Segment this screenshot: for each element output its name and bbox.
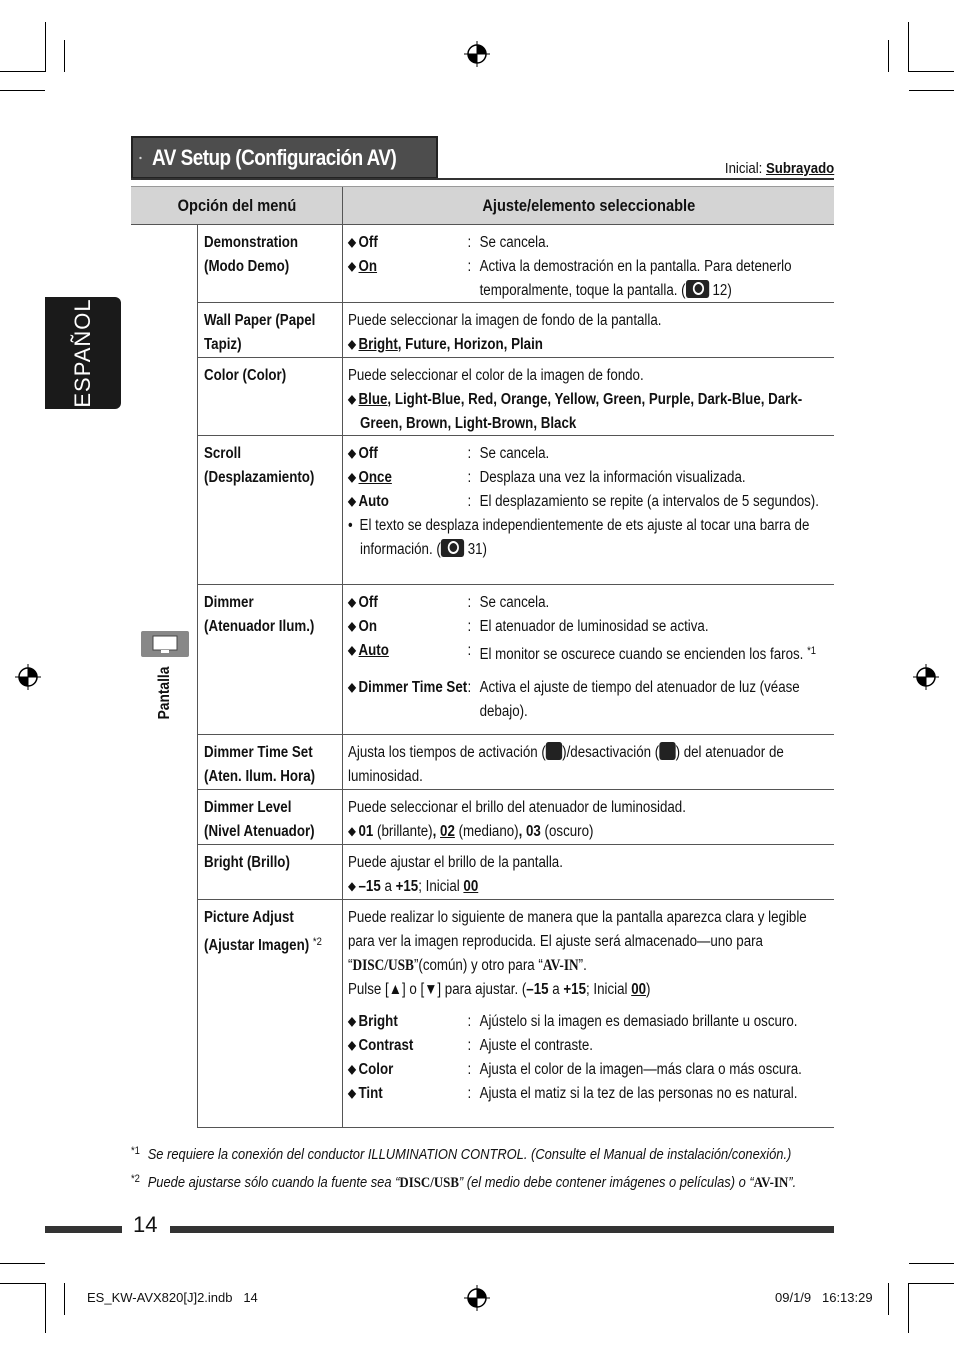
table-row xyxy=(198,303,834,358)
setting-value: Contrast xyxy=(358,1037,414,1054)
setting-cell: ◆ Off : Se cancela. ◆ On : Activa la demostración en la pantalla. Para detenerlo temporalmente, toque la pantalla. ( 12) xyxy=(343,225,834,302)
page-reference: 31) xyxy=(467,541,487,558)
setting-desc: Ajústelo si la imagen es demasiado brillante u oscuro. xyxy=(479,1013,798,1030)
footnote-marker: *1 xyxy=(807,645,817,657)
range-min: –15 xyxy=(526,981,549,998)
option-name: Dimmer xyxy=(204,594,254,611)
setting-value-list: , Future, Horizon, Plain xyxy=(397,336,543,353)
setting-desc: (brillante) xyxy=(373,823,433,840)
crop-mark xyxy=(0,1263,45,1264)
option-name: Picture Adjust xyxy=(204,909,294,926)
table-row xyxy=(198,358,834,436)
setting-value: 01 xyxy=(358,823,374,840)
gear-icon xyxy=(139,141,142,175)
up-arrow-icon: ▲ xyxy=(388,981,402,998)
crop-mark xyxy=(0,1283,45,1284)
setting-desc: Puede ajustar el brillo de la pantalla. xyxy=(348,854,563,871)
setting-desc: ) xyxy=(646,981,651,998)
setting-desc: Se cancela. xyxy=(479,445,550,462)
print-slug-file: ES_KW-AVX820[J]2.indb 14 xyxy=(87,1290,258,1305)
page-reference: 12) xyxy=(712,282,732,299)
language-tab-label: ESPAÑOL xyxy=(70,298,95,408)
column-header xyxy=(131,187,343,224)
option-name: Wall Paper (Papel xyxy=(204,312,316,329)
footer-rule xyxy=(45,1226,122,1233)
footnote xyxy=(131,1139,792,1167)
crop-mark xyxy=(908,22,909,72)
footnotes xyxy=(131,1139,851,1195)
setting-desc: ] para ajustar. ( xyxy=(437,981,527,998)
setting-desc: Puede seleccionar el color de la imagen de fondo. xyxy=(348,367,644,384)
option-name: (Atenuador Ilum.) xyxy=(204,618,315,635)
table-body xyxy=(131,225,834,1128)
option-name: Demonstration xyxy=(204,234,299,251)
setting-value: Tint xyxy=(358,1085,383,1102)
option-name: Scroll xyxy=(204,445,242,462)
footnote-text: Se requiere la conexión del conductor ILLUMINATION CONTROL. (Consulte el Manual de instalación/conexión.) xyxy=(147,1146,792,1163)
option-name: (Aten. Ilum. Hora) xyxy=(204,768,316,785)
option-name: Dimmer Level xyxy=(204,799,292,816)
setting-desc: (mediano) xyxy=(454,823,519,840)
setting-value: 03 xyxy=(526,823,541,840)
menu-option xyxy=(198,225,343,302)
crop-mark xyxy=(64,40,65,72)
setting-value: On xyxy=(358,258,378,275)
print-slug-date: 09/1/9 16:13:29 xyxy=(775,1290,873,1305)
setting-desc: ”(común) y otro para “ xyxy=(413,957,543,974)
initial-label: Inicial: xyxy=(724,160,766,177)
initial-value: 00 xyxy=(463,878,479,895)
crop-mark xyxy=(45,1283,46,1333)
footnote-marker: *2 xyxy=(131,1173,140,1185)
setting-cell: Puede seleccionar el brillo del atenuador de luminosidad. ◆ 01 (brillante), 02 (mediano), 03 (oscuro) xyxy=(343,790,834,844)
setting-desc: Ajusta los tiempos de activación ( xyxy=(348,744,546,761)
range-separator: a xyxy=(380,878,396,895)
table-row xyxy=(198,900,834,1128)
option-name: (Nivel Atenuador) xyxy=(204,823,315,840)
crop-mark xyxy=(909,90,954,91)
option-name: Color (Color) xyxy=(204,367,287,384)
registration-mark-icon xyxy=(15,664,41,690)
setting-desc: Puede realizar lo siguiente de manera que la pantalla aparezca clara y legible para ver la imagen reproducida. El ajuste será almacenado—uno para “ xyxy=(348,909,807,974)
screen-icon xyxy=(141,631,189,657)
reference-magnifier-icon xyxy=(441,539,464,557)
group-column xyxy=(131,225,198,1128)
setting-value: Bright xyxy=(358,336,398,353)
menu-option xyxy=(198,790,343,844)
setting-value: Off xyxy=(358,445,378,462)
setting-cell: Puede seleccionar el color de la imagen de fondo. ◆ Blue, Light-Blue, Red, Orange, Yellow, Green, Purple, Dark-Blue, Dark-Green, Brown, Light-Brown, Black xyxy=(343,358,834,435)
dimmer-on-icon xyxy=(546,742,562,760)
setting-value: Dimmer Time Set xyxy=(358,679,468,696)
setting-value: Bright xyxy=(358,1013,398,1030)
table-header xyxy=(131,186,834,225)
option-name: (Desplazamiento) xyxy=(204,469,315,486)
settings-table xyxy=(131,186,834,1128)
column-header xyxy=(343,187,834,224)
menu-option xyxy=(198,900,343,1127)
option-name: Bright (Brillo) xyxy=(204,854,290,871)
setting-desc: Ajusta el color de la imagen—más clara o más oscura. xyxy=(479,1061,802,1078)
option-name: Dimmer Time Set xyxy=(204,744,313,761)
crop-mark xyxy=(909,71,954,72)
down-arrow-icon: ▼ xyxy=(424,981,438,998)
source-name: AV-IN xyxy=(542,957,579,974)
menu-option xyxy=(198,303,343,357)
setting-desc: )/desactivación ( xyxy=(562,744,660,761)
footnote-marker: *1 xyxy=(131,1145,140,1157)
setting-value: 02 xyxy=(440,823,455,840)
setting-desc: Ajuste el contraste. xyxy=(479,1037,593,1054)
setting-desc: Activa la demostración en la pantalla. Para detenerlo temporalmente, toque la pantalla. ( xyxy=(479,258,792,299)
setting-desc: El monitor se oscurece cuando se encienden los faros. xyxy=(479,646,808,663)
registration-mark-icon xyxy=(464,41,490,67)
title-rule xyxy=(131,178,834,180)
setting-desc: Activa el ajuste de tiempo del atenuador de luz (véase debajo). xyxy=(479,679,800,720)
source-name: DISC/USB xyxy=(399,1175,459,1191)
registration-mark-icon xyxy=(913,664,939,690)
initial-legend xyxy=(725,160,834,177)
setting-value-list: , Light-Blue, Red, Orange, Yellow, Green, Purple, Dark-Blue, Dark-Green, Brown, Light-Brown, Black xyxy=(360,391,803,432)
table-row xyxy=(198,436,834,585)
registration-mark-icon xyxy=(464,1285,490,1311)
setting-desc: Puede seleccionar el brillo del atenuador de luminosidad. xyxy=(348,799,686,816)
setting-cell: Puede ajustar el brillo de la pantalla. ◆ –15 a +15; Inicial 00 xyxy=(343,845,834,899)
table-row xyxy=(198,735,834,790)
setting-desc: Desplaza una vez la información visualizada. xyxy=(479,469,746,486)
range-min: –15 xyxy=(358,878,381,895)
crop-mark xyxy=(45,22,46,72)
section-title-box xyxy=(131,136,438,179)
footnote-text: ”. xyxy=(788,1174,797,1191)
range-separator: a xyxy=(548,981,564,998)
menu-option xyxy=(198,735,343,789)
crop-mark xyxy=(888,40,889,72)
setting-desc: (oscuro) xyxy=(540,823,594,840)
crop-mark xyxy=(909,1283,954,1284)
menu-option xyxy=(198,358,343,435)
setting-value: Auto xyxy=(358,642,389,659)
table-row xyxy=(198,790,834,845)
footnote-text: ” (el medio debe contener imágenes o películas) o “ xyxy=(458,1174,754,1191)
crop-mark xyxy=(909,1263,954,1264)
range-max: +15 xyxy=(395,878,419,895)
option-name: (Modo Demo) xyxy=(204,258,290,275)
setting-desc: Ajusta el matiz si la tez de las personas no es natural. xyxy=(479,1085,798,1102)
setting-value: Off xyxy=(358,234,378,251)
footnote-marker: *2 xyxy=(312,936,322,948)
menu-option xyxy=(198,845,343,899)
setting-cell: ◆ Off : Se cancela. ◆ On : El atenuador de luminosidad se activa. ◆ Auto : El monitor se oscurece cuando se encienden los faros. $^{*1}$ ◆ Dimmer Time Set : Activa el ajuste de tiempo del atenuador de luz (véase debajo). xyxy=(343,585,834,734)
crop-mark xyxy=(888,1283,889,1315)
source-name: DISC/USB xyxy=(352,957,414,974)
table-row xyxy=(198,585,834,735)
setting-value: Off xyxy=(358,594,378,611)
footnote xyxy=(131,1167,797,1195)
column-header-label: Ajuste/elemento seleccionable xyxy=(482,195,695,215)
range-max: +15 xyxy=(563,981,586,998)
footer-rule xyxy=(170,1226,834,1233)
setting-cell: ◆ Off : Se cancela. ◆ Once : Desplaza una vez la información visualizada. ◆ Auto : El desplazamiento se repite (a intervalos de 5 segundos). • El texto se desplaza independientemente de ets ajuste al tocar una barra de información. ( 31) xyxy=(343,436,834,584)
setting-desc: ] o [ xyxy=(401,981,425,998)
column-header-label: Opción del menú xyxy=(177,195,296,215)
setting-value: Once xyxy=(358,469,392,486)
setting-desc: El desplazamiento se repite (a intervalos de 5 segundos). xyxy=(479,493,819,510)
setting-cell: Puede seleccionar la imagen de fondo de la pantalla. ◆ Bright, Future, Horizon, Plain xyxy=(343,303,834,357)
setting-desc: ) del atenuador de luminosidad. xyxy=(348,744,784,785)
dimmer-off-icon xyxy=(659,742,675,760)
crop-mark xyxy=(0,71,45,72)
initial-label: ; Inicial xyxy=(585,981,632,998)
setting-desc: El atenuador de luminosidad se activa. xyxy=(479,618,709,635)
setting-desc: Se cancela. xyxy=(479,594,550,611)
menu-option xyxy=(198,585,343,734)
source-name: AV-IN xyxy=(753,1175,789,1191)
crop-mark xyxy=(0,90,45,91)
crop-mark xyxy=(908,1283,909,1333)
setting-cell xyxy=(343,735,834,789)
setting-note: El texto se desplaza independientemente de ets ajuste al tocar una barra de información. ( xyxy=(359,517,810,558)
setting-cell: Puede realizar lo siguiente de manera que la pantalla aparezca clara y legible para ver la imagen reproducida. El ajuste será almacenado—uno para “DISC/USB”(común) y otro para “AV-IN”. Pulse [▲] o [▼] para ajustar. (–15 a +15; Inicial 00) ◆ Bright : Ajústelo si la imagen es demasiado brillante u oscuro. ◆ Contrast : Ajuste el contraste. ◆ Color : Ajusta el color de la imagen—más clara o más oscura. ◆ Tint : Ajusta el matiz si la tez de las personas no es natural. xyxy=(343,900,834,1127)
option-name: (Ajustar Imagen) xyxy=(204,937,313,954)
language-tab xyxy=(45,297,121,409)
setting-desc: Puede seleccionar la imagen de fondo de la pantalla. xyxy=(348,312,662,329)
setting-value: Auto xyxy=(358,493,389,510)
setting-value: Color xyxy=(358,1061,394,1078)
setting-desc: Pulse [ xyxy=(348,981,389,998)
menu-option xyxy=(198,436,343,584)
setting-value: On xyxy=(358,618,378,635)
initial-value: Subrayado xyxy=(765,160,834,177)
initial-value: 00 xyxy=(631,981,647,998)
setting-desc: ”. xyxy=(578,957,587,974)
footnote-text: Puede ajustarse sólo cuando la fuente sea “ xyxy=(147,1174,400,1191)
group-label-text: Pantalla xyxy=(156,666,173,720)
option-name: Tapiz) xyxy=(204,336,242,353)
page-number: 14 xyxy=(133,1212,158,1237)
section-title: AV Setup (Configuración AV) xyxy=(151,144,397,170)
table-row xyxy=(198,225,834,303)
initial-label: ; Inicial xyxy=(418,878,464,895)
setting-desc: Se cancela. xyxy=(479,234,550,251)
table-row xyxy=(198,845,834,900)
setting-value: Blue xyxy=(358,391,388,408)
crop-mark xyxy=(64,1283,65,1315)
reference-magnifier-icon xyxy=(686,280,709,298)
